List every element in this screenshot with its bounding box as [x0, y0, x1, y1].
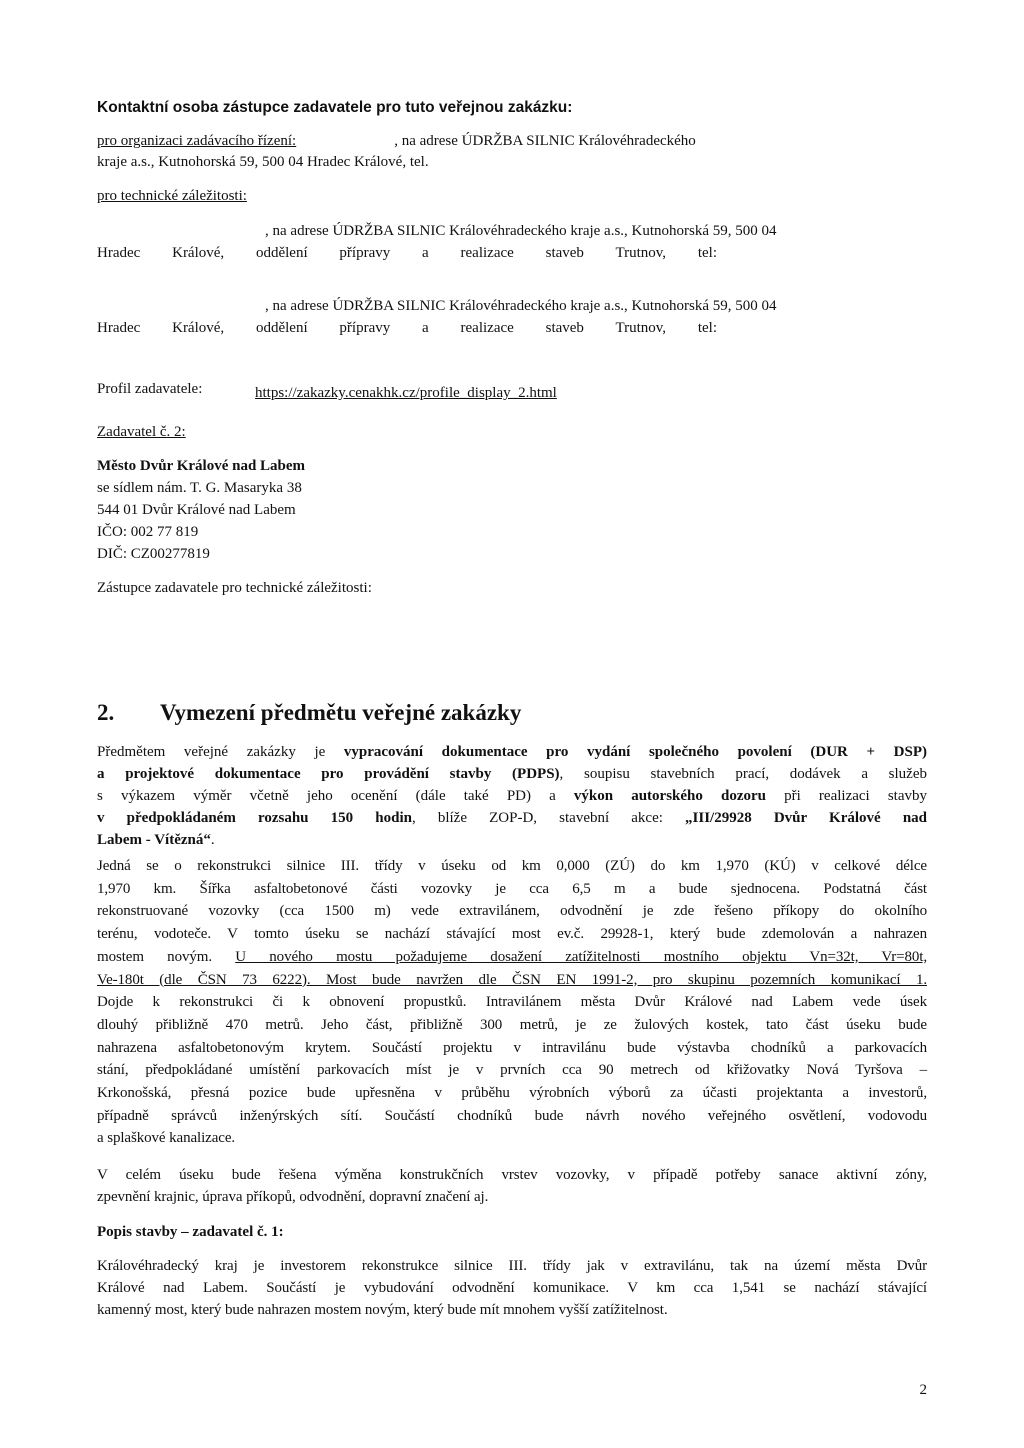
p4-line2: Králové nad Labem. Součástí je vybudování odvodnění komunikace. V km cca 1,541 se nachází stávající [97, 1280, 927, 1296]
contracting2-label: Zadavatel č. 2: [97, 424, 186, 440]
contracting2-name: Město Dvůr Králové nad Labem [97, 458, 306, 474]
p1-line2: a projektové dokumentace pro provádění stavby (PDPS), soupisu stavebních prací, dodávek a služeb [97, 766, 928, 782]
contact-heading: Kontaktní osoba zástupce zadavatele pro tuto veřejnou zakázku: [97, 99, 573, 116]
p2-line11: Krkonošská, přesná pozice bude upřesněna v průběhu výrobních výborů za účasti projektanta a investorů, [97, 1085, 927, 1102]
contracting2-dic: DIČ: CZ00277819 [97, 546, 210, 562]
p3-line2: zpevnění krajnic, úprava příkopů, odvodnění, dopravní značení aj. [97, 1189, 489, 1205]
profile-url-link[interactable]: https://zakazky.cenakhk.cz/profile_display_2.html [255, 385, 557, 401]
p1-line5: Labem - Vítězná“. [97, 832, 215, 848]
p1-line4: v předpokládaném rozsahu 150 hodin, blíže ZOP-D, stavební akce: „III/29928 Dvůr Králové nad [97, 810, 928, 826]
contact-org-label: pro organizaci zadávacího řízení: [97, 133, 297, 149]
page-number: 2 [919, 1382, 927, 1398]
contracting2-seat: se sídlem nám. T. G. Masaryka 38 [97, 480, 302, 496]
paragraph-subject [97, 741, 927, 851]
section-title: Vymezení předmětu veřejné zakázky [160, 700, 522, 725]
paragraph-construction [97, 1255, 927, 1321]
contracting2-tech-rep: Zástupce zadavatele pro technické záležitosti: [97, 580, 372, 596]
p2-line5: mostem novým. U nového mostu požadujeme dosažení zatížitelnosti mostního objektu Vn=32t, Vr=80t, [97, 948, 927, 965]
p2-line13: a splaškové kanalizace. [97, 1130, 236, 1147]
contact-org-line1-text: , na adrese ÚDRŽBA SILNIC Královéhradeckého [394, 133, 696, 149]
p2-line8: dlouhý přibližně 470 metrů. Jeho část, přibližně 300 metrů, je ze žulových kostek, tato část úseku bude [97, 1016, 927, 1033]
p2-line10: stání, předpokládané umístění parkovacích míst je v prvních cca 90 metrech od křižovatky Nová Tyršova – [97, 1062, 927, 1079]
contact-tech2-line1: , na adrese ÚDRŽBA SILNIC Královéhradeckého kraje a.s., Kutnohorská 59, 500 04 [265, 298, 777, 314]
p1-line1: Předmětem veřejné zakázky je vypracování dokumentace pro vydání společného povolení (DUR + DSP) [97, 744, 927, 760]
p2-line7: Dojde k rekonstrukci či k obnovení propustků. Intravilánem města Dvůr Králové nad Labem vede úsek [97, 994, 927, 1011]
p4-line3: kamenný most, který bude nahrazen mostem novým, který bude mít mnohem vyšší zatížitelnost. [97, 1302, 668, 1318]
p3-line1: V celém úseku bude řešena výměna konstrukčních vrstev vozovky, v případě potřeby sanace aktivní zóny, [97, 1167, 927, 1183]
section-number: 2. [97, 700, 115, 725]
contracting2-city: 544 01 Dvůr Králové nad Labem [97, 502, 296, 518]
p2-line6: Ve-180t (dle ČSN 73 6222). Most bude navržen dle ČSN EN 1991-2, pro skupinu pozemních komunikací 1. [97, 971, 927, 988]
contact-tech1-line2: Hradec Králové, oddělení přípravy a realizace staveb Trutnov, tel: [97, 245, 717, 261]
p2-line4: terénu, vodoteče. V tomto úseku se nachází stávající most ev.č. 29928-1, který bude zdemolován a nahrazen [97, 926, 927, 943]
paragraph-works [97, 1164, 927, 1208]
p2-line3: rekonstruované vozovky (cca 1500 m) vede extravilánem, odvodnění je zde řešeno příkopy do okolního [97, 903, 927, 920]
p2-line12: případně správců inženýrských sítí. Součástí chodníků bude návrh nového veřejného osvětlení, vodovodu [97, 1107, 927, 1124]
contracting2-ico: IČO: 002 77 819 [97, 524, 199, 540]
contact-tech1-line1: , na adrese ÚDRŽBA SILNIC Královéhradeckého kraje a.s., Kutnohorská 59, 500 04 [265, 223, 777, 239]
construction-description-heading: Popis stavby – zadavatel č. 1: [97, 1224, 284, 1240]
paragraph-description [97, 855, 927, 1150]
p1-line3: s výkazem výměr včetně jeho ocenění (dále také PD) a výkon autorského dozoru při realizaci stavby [97, 788, 927, 804]
profile-label: Profil zadavatele: [97, 381, 203, 397]
p4-line1: Královéhradecký kraj je investorem rekonstrukce silnice III. třídy jak v extravilánu, tak na území města Dvůr [97, 1258, 927, 1274]
contact-org-line1 [97, 130, 927, 152]
contact-tech2-line2: Hradec Králové, oddělení přípravy a realizace staveb Trutnov, tel: [97, 320, 717, 336]
contact-org-line2: kraje a.s., Kutnohorská 59, 500 04 Hradec Králové, tel. [97, 154, 429, 170]
contact-tech-label: pro technické záležitosti: [97, 188, 247, 204]
p2-line9: nahrazena asfaltobetonovým krytem. Součástí projektu v intravilánu bude výstavba chodníků a parkovacích [97, 1039, 927, 1056]
p2-line2: 1,970 km. Šířka asfaltobetonové části vozovky je cca 6,5 m a bude sjednocena. Podstatná část [97, 880, 927, 897]
p2-line1: Jedná se o rekonstrukci silnice III. třídy v úseku od km 0,000 (ZÚ) do km 1,970 (KÚ) v celkové délce [97, 858, 927, 874]
